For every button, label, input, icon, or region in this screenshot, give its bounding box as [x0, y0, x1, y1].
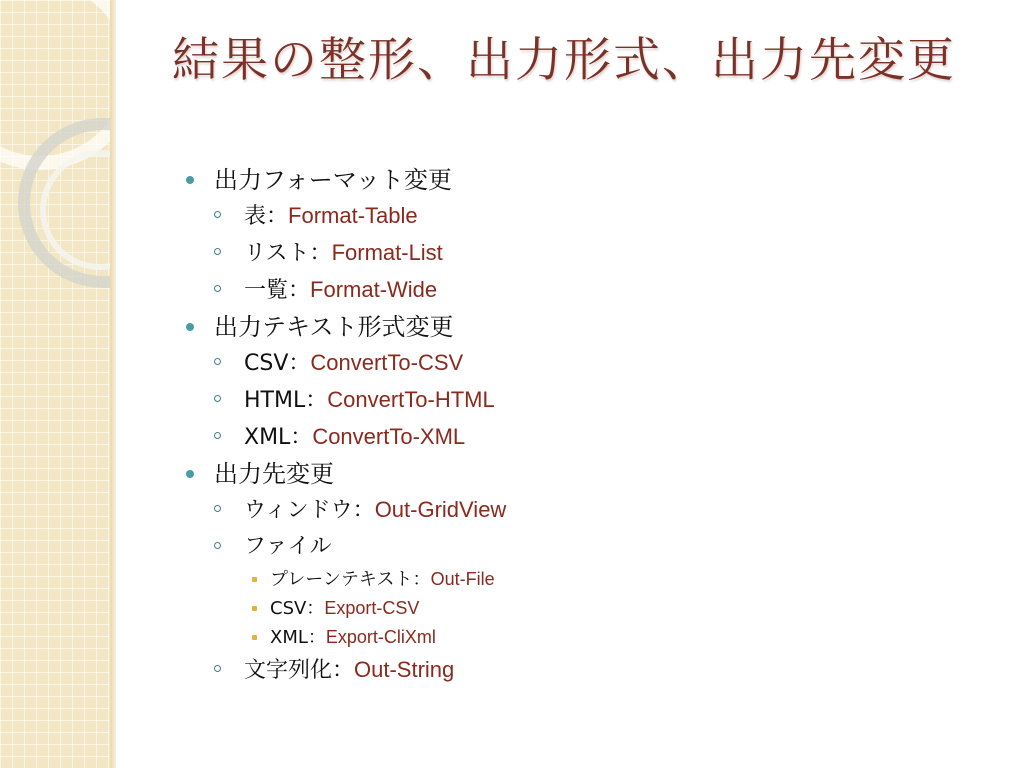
- bullet-ring-icon: [214, 285, 221, 292]
- slide-title: 結果の整形、出力形式、出力先変更: [172, 33, 956, 88]
- command-name: Export-CliXml: [325, 627, 436, 647]
- item-label: XML：: [270, 627, 326, 648]
- item-label: 出力先変更: [214, 460, 334, 488]
- bullet-square-icon: [252, 606, 257, 611]
- bullet-ring-icon: [214, 542, 221, 549]
- bullet-ring-icon: [214, 211, 221, 218]
- bullet-dot-icon: [186, 176, 194, 184]
- item-label: プレーンテキスト：: [270, 569, 431, 590]
- item-label: 出力フォーマット変更: [214, 166, 452, 194]
- decorative-sidebar: [0, 0, 110, 768]
- command-name: Format-Table: [288, 203, 418, 228]
- list-item: [180, 382, 980, 419]
- bullet-ring-icon: [214, 395, 221, 402]
- command-name: Format-List: [331, 240, 443, 265]
- item-label: リスト：: [244, 241, 332, 266]
- item-label: 文字列化：: [244, 658, 355, 683]
- item-label: ウィンドウ：: [244, 498, 375, 523]
- command-name: Out-File: [430, 569, 495, 589]
- bullet-ring-icon: [214, 432, 221, 439]
- command-name: ConvertTo-XML: [312, 424, 466, 449]
- command-name: ConvertTo-CSV: [310, 350, 464, 375]
- bullet-ring-icon: [214, 665, 221, 672]
- bullet-square-icon: [252, 577, 257, 582]
- item-label: 表：: [244, 204, 289, 229]
- list-item: [180, 345, 980, 382]
- bullet-square-icon: [252, 635, 257, 640]
- list-item: [180, 419, 980, 456]
- item-label: 一覧：: [244, 278, 311, 303]
- bullet-ring-icon: [214, 505, 221, 512]
- list-item: [180, 652, 980, 689]
- item-label: ファイル: [244, 534, 332, 559]
- command-name: Format-Wide: [310, 277, 438, 302]
- item-label: CSV：: [270, 598, 325, 619]
- list-item: [180, 198, 980, 235]
- item-label: CSV：: [244, 351, 311, 376]
- list-item: [180, 235, 980, 272]
- sidebar-edge: [110, 0, 116, 768]
- item-label: XML：: [244, 425, 313, 450]
- list-item: [180, 492, 980, 529]
- list-item: [180, 565, 980, 594]
- command-name: ConvertTo-HTML: [327, 387, 495, 412]
- list-item: [180, 456, 980, 492]
- bullet-list: [180, 162, 980, 689]
- bullet-ring-icon: [214, 358, 221, 365]
- bullet-dot-icon: [186, 470, 194, 478]
- list-item: [180, 594, 980, 623]
- list-item: [180, 529, 980, 565]
- list-item: [180, 623, 980, 652]
- bullet-ring-icon: [214, 248, 221, 255]
- bullet-dot-icon: [186, 323, 194, 331]
- item-label: HTML：: [244, 388, 328, 413]
- list-item: [180, 309, 980, 345]
- command-name: Export-CSV: [324, 598, 420, 618]
- item-label: 出力テキスト形式変更: [214, 313, 454, 341]
- list-item: [180, 162, 980, 198]
- command-name: Out-GridView: [374, 497, 507, 522]
- list-item: [180, 272, 980, 309]
- command-name: Out-String: [354, 657, 455, 682]
